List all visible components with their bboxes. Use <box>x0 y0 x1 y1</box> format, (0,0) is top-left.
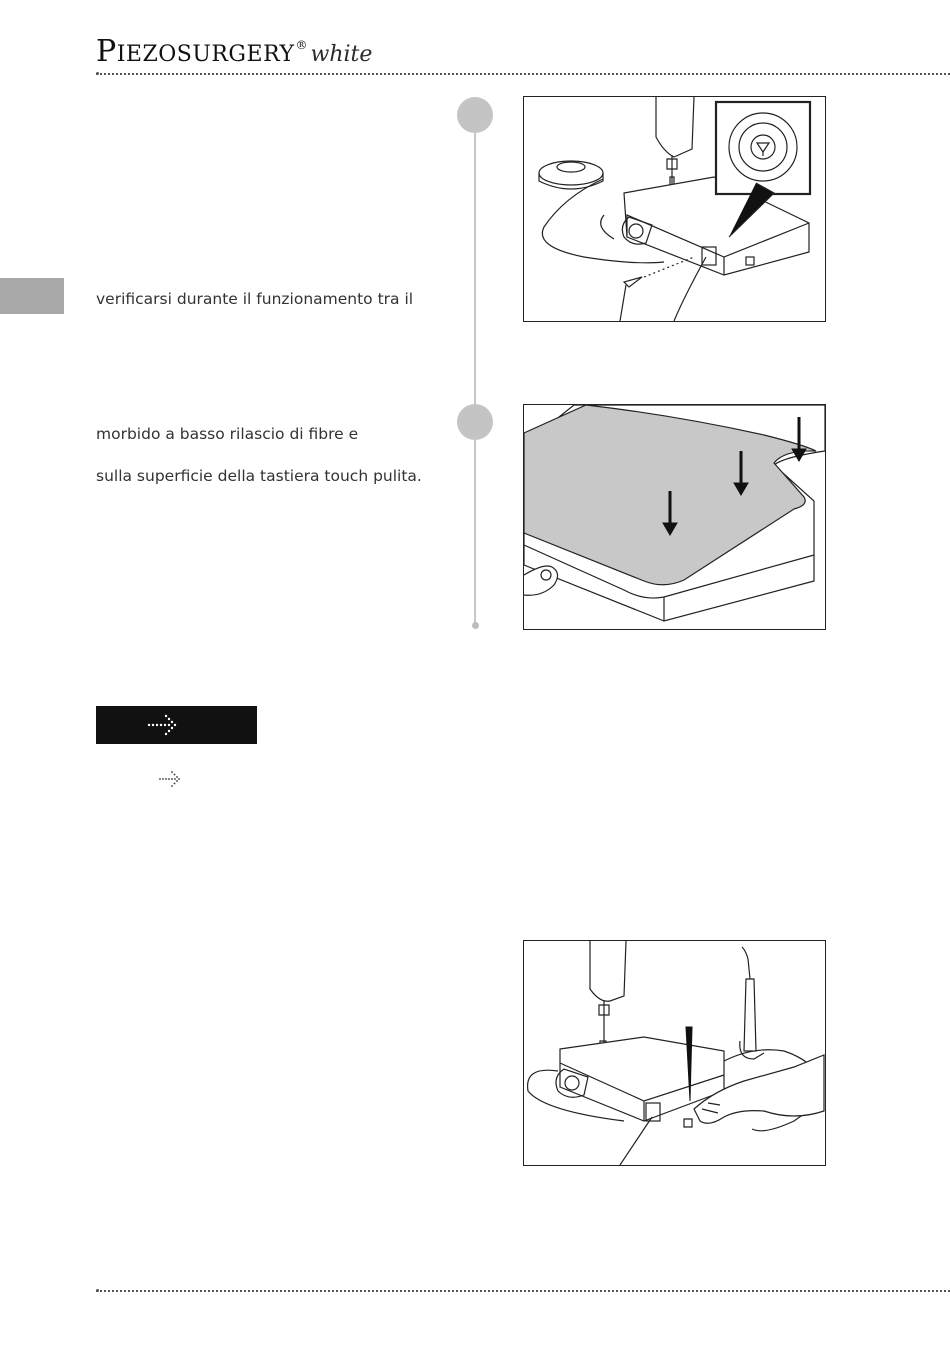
step-marker <box>457 97 493 133</box>
figure-unit-with-button-detail <box>523 96 826 322</box>
registered-mark: ® <box>295 38 308 52</box>
dotted-arrow-icon <box>158 768 182 794</box>
body-text-line: morbido a basso rilascio di fibre e <box>96 425 359 443</box>
timeline-end-dot <box>472 622 479 629</box>
step-marker <box>457 404 493 440</box>
illustration-unit-footswitch <box>524 97 825 321</box>
step-timeline-line <box>474 115 476 625</box>
figure-keyboard-protective-film <box>523 404 826 630</box>
figure-unit-with-handpiece <box>523 940 826 1166</box>
chapter-side-tab <box>0 278 64 314</box>
header-dotted-rule <box>96 73 950 75</box>
footer-rule-dot <box>96 1289 99 1292</box>
footer-dotted-rule <box>96 1290 950 1292</box>
body-text-line: verificarsi durante il funzionamento tra il <box>96 290 414 308</box>
brand-initial: P <box>96 34 117 69</box>
brand-name-rest: IEZOSURGERY <box>116 42 295 67</box>
dotted-arrow-icon <box>146 711 180 743</box>
brand-logo <box>96 34 372 72</box>
body-text-line: sulla superficie della tastiera touch pulita. <box>96 467 422 485</box>
header-rule-dot <box>96 72 99 75</box>
brand-suffix: white <box>310 42 373 67</box>
brand-name <box>96 34 295 69</box>
illustration-protective-film <box>524 405 825 629</box>
illustration-unit-handpiece-hand <box>524 941 825 1165</box>
